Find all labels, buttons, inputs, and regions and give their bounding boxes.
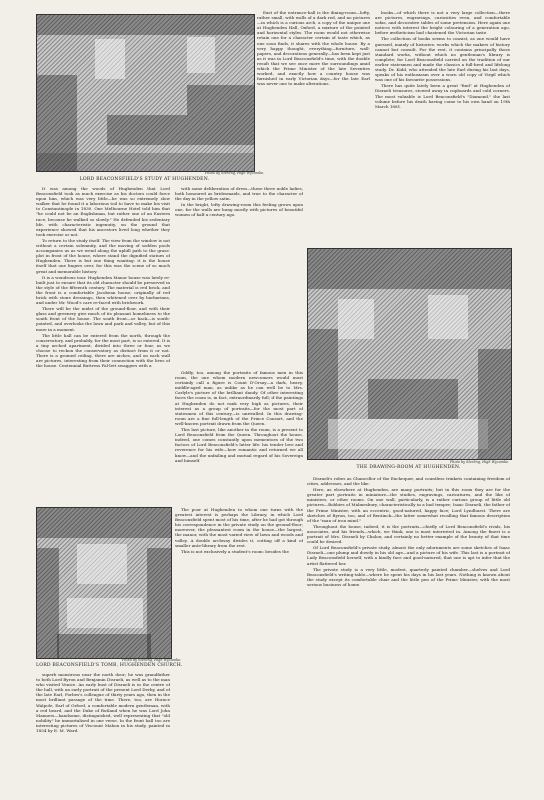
paragraph: This is not exclusively a student's room: besides the xyxy=(181,548,289,554)
tomb-photo-credit: Photo by Sterling, High Wycombe. xyxy=(122,658,182,662)
right-lower-column xyxy=(307,476,510,784)
paragraph: There will be the midst of the ground-floor, and with their glass and greenery give much of its pleasant homeliness to the south front of the house. The south front—or back—is south-pointed, and overlooks the lawn and park and valley, but of this more in a moment. xyxy=(36,306,170,332)
study-photo-credit: Photo by Sterling, High Wycombe. xyxy=(205,171,265,175)
paragraph: with some deliberation of dress—these three noble ladies, both honoured as bridesmaids, and true to the character of the day in the yellow satin. xyxy=(175,186,303,202)
paragraph: books—of which there is not a very large collection—there are pictures, engravings, curiosities even, and comfortable sofas, and decorative tables of some pretension. Here again one notices with interest the bright colouring of a generation ago, before æstheticism had chastened the Victorian taste. xyxy=(375,10,510,36)
paragraph: superb monstrous near the north door; he was grandfather to both Lord Byron and Benjamin Disraeli, as well as to the man who visited Venice. An early bust of Disraeli is in the centre of the hall, with an early portrait of the present Lord Derby, and of the late Earl, Forbes's colleague of thirty years ago, then in the most brilliant passage of the time. There, too, are Horace Walpole, Earl of Orford, a comfortable modern gentleman, with a red beard, and the Duke of Rutland when he was Lord John Manners—handsome, distinguished, well representing that "old nobility" he immortalised in one verse. In the front hall too are interesting pictures of Viscount Mahon in his study, painted in 1854 by E. M. Ward. xyxy=(36,672,170,734)
paragraph: Oddly, too, among the portraits of famous men in this room, the one whom modern newcomers would most certainly call a figure is Count D'Orsay—a dark, heavy, middle-aged man, as unlike as he can well be to Mrs. Carlyle's picture of the brilliant dandy. Of other interesting faces the room is, in fact, extraordinarily full; if the paintings at Hughenden do not rank very high as pictures, their interest as a group of portraits—for the most part of statesmen of this century—is unrivalled. In this drawing-room are a fine full-length of the Prince Consort, and the well-known portrait drawn from the Queen. xyxy=(175,370,303,426)
paragraph: Throughout the house, indeed, it is the portraits—chiefly of Lord Beaconsfield's rivals, his associates, and his friends—which, we think, one is most interested in. Among the finest is a portrait of Mrs. Disraeli by Chalon; and certainly no better example of the beauty of that time could be desired. xyxy=(307,523,510,545)
tomb-side-column xyxy=(175,507,303,784)
study-illustration xyxy=(36,14,255,172)
paragraph: In the bright, lofty drawing-room this feeling grows upon one, for the walls are hung mostly with pictures of beautiful women of half a century ago. xyxy=(175,202,303,218)
paragraph: The private study is a very little, modest, quarterly painted chamber—shelves and Lord Beaconsfield's writing-table—where he spent his days in his last years. Nothing is known about the study except its comfortable chair and the little pen of the Prime Minister, with the most serious business of home. xyxy=(307,566,510,587)
left-column xyxy=(36,186,170,502)
paragraph: To return to the study itself. The view from the window is not without a certain solemnity, and the moving of sodden pools accompanies us as we wend along the uphill path to the grass-plot in front of the house, where stand the dignified statues of Hughenden. There is but one thing wanting: it is the house itself that one lingers over, for this was the scene of so much great and memorable history. xyxy=(36,237,170,274)
paragraph: Disraeli's robes as Chancellor of the Exchequer, and countless trinkets containing freedom of cities, addresses, and the like. xyxy=(307,476,510,487)
upper-right-column xyxy=(375,10,510,272)
paragraph: The collection of books seems to consist, as one would have guessed, mainly of histories: works which the makers of history cannot but consult. For the rest, it contains principally those standard works, without which no gentleman's library is complete; for Lord Beaconsfield carried on the tradition of our earlier statesmen and made the classics a full-bred and lifelong study. Dr. Kidd, who attended the late Earl during his last days, speaks of his enthusiasm over a worn old copy of Virgil which was one of his favourite possessions. xyxy=(375,36,510,83)
middle-column xyxy=(175,370,303,502)
paragraph: It was among the woods of Hughenden that Lord Beaconsfield took as much exercise as his doctors could force upon him, which was very little—he was so extremely slow walker that he found it a laborious toil to have to make his visit to Constantinople in 1830. One Melbourne Hotel told him that "he could not be an Englishman, but rather one of an Eastern race, because he walked so slowly." He defended his sedentary life, with characteristic ingenuity, on the ground that experience showed that his ancestors lived long whether they took exercise or not. xyxy=(36,186,170,237)
drawing-room-illustration xyxy=(307,248,512,460)
paragraph: The poor at Hughenden to whom one turns with the greatest interest is perhaps the Library, in which Lord Beaconsfield spent most of his time, after he had got through his correspondence in the private study on the ground-floor; moreover, the pleasantest room in the house—the largest, the manor, with the most varied view of lawn and woods and valley. A double archway divides it, cutting off a kind of smaller ante-library from the rest. xyxy=(175,507,303,548)
paragraph: The little hall can be entered from the north, through the conservatory, and probably, for the most part, is so entered. It is a tiny arched apartment, divided into three or four, as we choose to reckon the conservatory as distinct from it or not. There is a groined ceiling, there are niches, and on each wall are pictures, interesting from their connection with the lives of the house. Centennial Buttress Fal-lett swaggers with a xyxy=(36,332,170,369)
drawing-room-photo-credit: Photo by Sterling, High Wycombe. xyxy=(450,460,510,464)
paragraph: It is a wondrous tour. Hughenden Manor house was lately re-built just to ensure that its old character should be preserved in the style of the fifteenth century. The material is red brick, and the front is a comfortable Jacobean house, originally of red brick with stone dressings, then whitened over by barbarians, and under Mr. Wood's care re-faced with brickwork. xyxy=(36,274,170,306)
study-caption: LORD BEACONSFIELD'S STUDY AT HUGHENDEN. xyxy=(79,177,210,182)
paragraph: Here, as elsewhere at Hughenden, are many portraits; but in this room they are for the greater part portraits in miniature—the studies, engravings, caricatures, and the like of ministers, or other rooms. On one wall, particularly, is a rather curious group of little old pictures—Bobbies of Malmesbury, characteristically in a bad temper; Isaac Disraeli, the father of the Prime Minister, with an eccentric, good-natured, happy face; Lord Lyndhurst. There are sketches of Byron, too, and of Bentinck—the latter somewhat recalling that famous description of the "man of iron mind." xyxy=(307,487,510,523)
upper-middle-column xyxy=(257,10,370,190)
middle-left-column xyxy=(175,186,303,246)
tomb-illustration xyxy=(36,507,172,659)
tomb-caption: LORD BEACONSFIELD'S TOMB, HUGHENDEN CHURCH. xyxy=(36,663,183,668)
paragraph: East of the entrance-hall is the dining-room—lofty, rather small, with walls of a dark red, and no pictures—in which is a curious arch, a copy of the unique one at Hughenden Hall, Oxford, a mixture of the pointed and horizontal styles. The room would not otherwise retain one for a character certain of taste which, as one soon finds, it shares with the whole house. By a very happy thought, everything—furniture, wall-papers, and decorations generally—has been kept just as it was in Lord Beaconsfield's time, with the double result that we see once more the surroundings amid which the Prime Minister of the late Seventies worked, and exactly how a country house was furnished in early Victorian days—for the late Earl was never one to make alterations. xyxy=(257,10,370,87)
paragraph: There has quite lately been a great "find" at Hughenden of Disraeli treasures, stowed away in cupboards and cold corners. The most valuable is Lord Beaconsfield's "Diamond," the last volume before his death having come to his own hand on 19th March 1881. xyxy=(375,83,510,109)
bottom-left-column xyxy=(36,672,170,784)
drawing-room-caption: THE DRAWING-ROOM AT HUGHENDEN. xyxy=(356,465,461,470)
paragraph: This last picture, like another in the room, is a present to Lord Beaconsfield from the Queen. Throughout the house, indeed, one comes constantly upon mementoes of the two factors of Lord Beaconsfield's latter life: his tender love and reverence for his wife—how romantic and returned we all know—and the unfailing and mutual regard of his Sovereign and himself. xyxy=(175,427,303,463)
paragraph: Of Lord Beaconsfield's private study, almost the only adornments are some sketches of Isaac Disraeli—one plump and dowdy in his old age—and a picture of his wife. This last is a portrait of Lady Beaconsfield herself, with a kindly face and good-natured, that one is apt to infer that the artist flattered her. xyxy=(307,545,510,566)
